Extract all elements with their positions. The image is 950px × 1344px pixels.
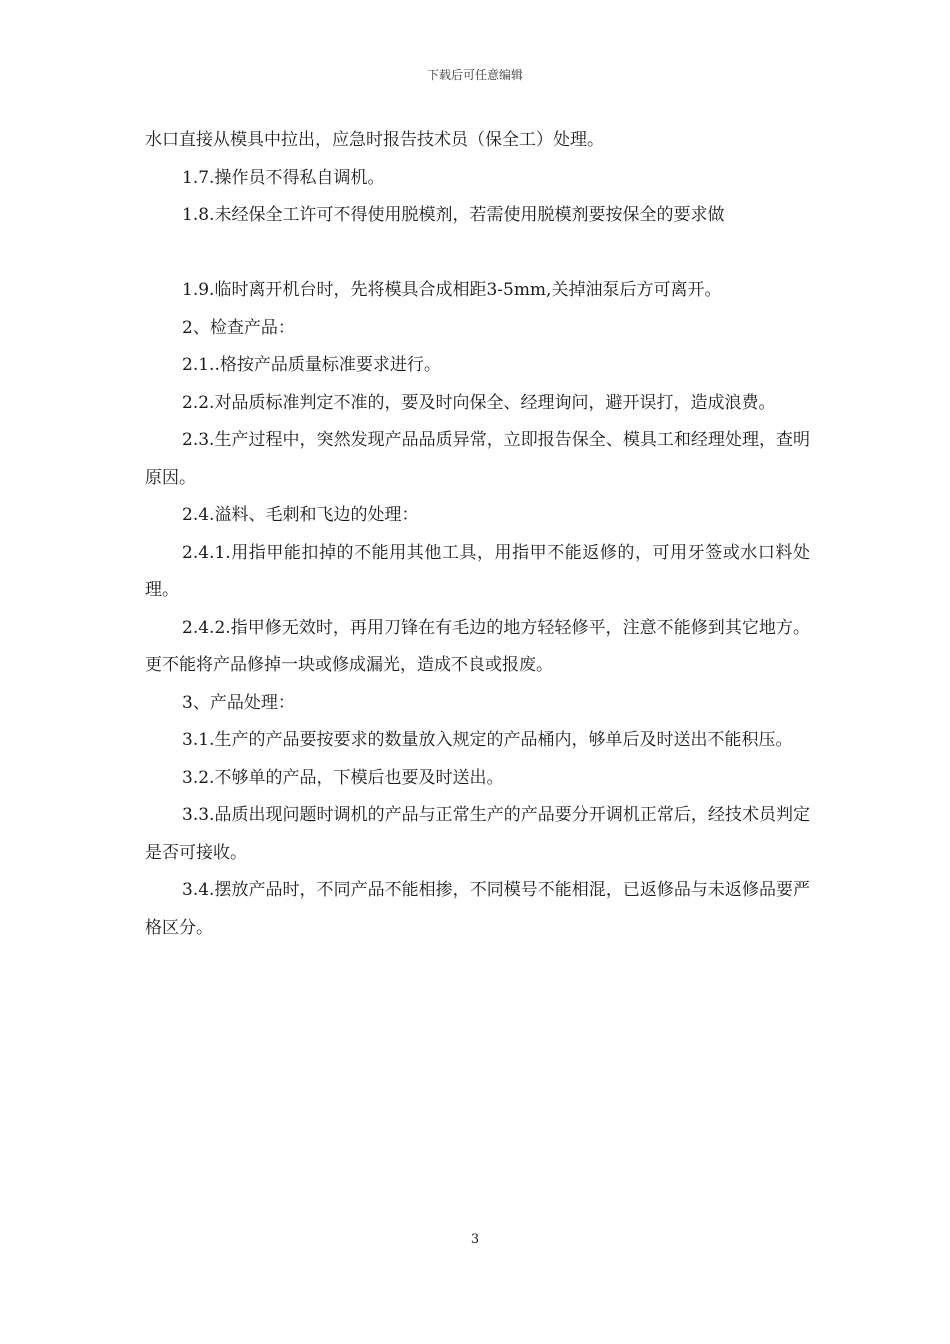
paragraph: 1.7.操作员不得私自调机。: [182, 167, 385, 188]
paragraph: 3.1.生产的产品要按要求的数量放入规定的产品桶内，够单后及时送出不能积压。: [182, 730, 793, 750]
section-heading: 3、产品处理：: [182, 692, 295, 713]
page-header: 下载后可任意编辑: [426, 68, 523, 82]
section-heading: 2、检查产品：: [182, 317, 295, 338]
paragraph: 1.8.未经保全工许可不得使用脱模剂，若需使用脱模剂要按保全的要求做: [182, 205, 725, 225]
paragraph: 2.3.生产过程中，突然发现产品品质异常，立即报告保全、模具工和经理处理，查明原因。: [145, 430, 810, 488]
paragraph: 3.2.不够单的产品，下模后也要及时送出。: [182, 767, 504, 788]
paragraph: 水口直接从模具中拉出，应急时报告技术员（保全工）处理。: [145, 130, 604, 150]
blank-line: [145, 235, 810, 273]
paragraph: 2.4.1.用指甲能扣掉的不能用其他工具，用指甲不能返修的，可用牙签或水口料处理。: [145, 542, 810, 600]
paragraph: 2.4.2.指甲修无效时，再用刀锋在有毛边的地方轻轻修平，注意不能修到其它地方。更不能将产品修掉一块或修成漏光，造成不良或报废。: [145, 617, 810, 675]
paragraph: 3.3.品质出现问题时调机的产品与正常生产的产品要分开调机正常后，经技术员判定是否可接收。: [145, 805, 810, 863]
paragraph: 2.1..格按产品质量标准要求进行。: [182, 355, 441, 375]
paragraph: 2.4.溢料、毛刺和飞边的处理：: [182, 505, 419, 525]
page-number: 3: [470, 1232, 480, 1247]
paragraph: 3.4.摆放产品时，不同产品不能相掺，不同模号不能相混，已返修品与未返修品要严格区分。: [145, 880, 810, 938]
document-body: [145, 122, 810, 947]
paragraph: 2.2.对品质标准判定不准的，要及时向保全、经理询问，避开误打，造成浪费。: [182, 392, 776, 413]
paragraph: 1.9.临时离开机台时，先将模具合成相距3-5mm,关掉油泵后方可离开。: [182, 280, 722, 300]
